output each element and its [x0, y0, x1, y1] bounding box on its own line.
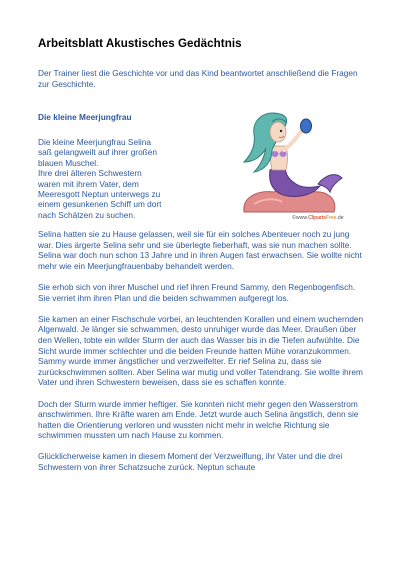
opening-line: einem gesunkenen Schiff um dort	[38, 199, 162, 210]
story-opening	[38, 137, 198, 220]
mermaid-illustration	[224, 100, 354, 220]
story-paragraph: Sie kamen an einer Fischschule vorbei, an leuchtenden Korallen und einem wuchernden Algenwald. Je länger sie schwammen, desto unruhiger wurde das Meer. Draußen über den Wellen, tobte ein wilder Sturm der auch das Wasser bis in die Tiefen aufwühlte. Die Sicht wurde immer schlechter und die beiden Freunde hatten Mühe voranzukommen. Sammy wurde immer ängstlicher und verzweifelter. Er rief Selina zu, dass sie zurückschwimmen sollten. Aber Selina war mutig und voller Tatendrang. Sie wollte ihrem Vater und ihren Schwestern beweisen, dass sie es schaffen konnte.	[38, 313, 364, 388]
credit-prefix: ©www.	[292, 215, 309, 221]
credit-suffix: .de	[336, 215, 344, 221]
credit-site: Cliparts	[308, 215, 326, 221]
mermaid-arm	[284, 130, 302, 150]
shell-top-left	[272, 151, 279, 157]
story-paragraph: Selina hatten sie zu Hause gelassen, weil sie für ein solches Abenteuer noch zu jung war. Dies ärgerte Selina sehr und sie überlegte fieberhaft, was sie nun machen sollte. Selina war doch nun schon 13 Jahre und in ihren Augen fast erwachsen. Sie wollte nicht mehr wie ein Meerjungfrauenbaby behandelt werden.	[38, 229, 362, 271]
opening-line: waren mit ihrem Vater, dem	[38, 178, 139, 189]
story-paragraph: Sie erhob sich von ihrer Muschel und rief ihren Freund Sammy, den Regenbogenfisch. Sie verriet ihm ihren Plan und die beiden schwammen aufgeregt los.	[38, 281, 356, 303]
hand-mirror	[301, 119, 312, 133]
story-paragraph: Doch der Sturm wurde immer heftiger. Sie konnten nicht mehr gegen den Wasserstrom anschwimmen. Ihre Kräfte waren am Ende. Jetzt wurde auch Selina ängstlich, denn sie hatten die Orientierung verloren und wussten nicht mehr in welche Richtung sie schwimmen mussten um nach Hause zu kommen.	[38, 398, 359, 441]
image-credit	[292, 215, 344, 221]
opening-line: blauen Muschel.	[38, 157, 99, 168]
story-body	[38, 229, 365, 483]
shell-top-right	[280, 151, 287, 157]
worksheet-title: Arbeitsblatt Akustisches Gedächtnis	[38, 37, 242, 50]
opening-line: Die kleine Meerjungfrau Selina	[38, 137, 151, 147]
intro-text: Der Trainer liest die Geschichte vor und das Kind beantwortet anschließend die Fragen zur Geschichte.	[38, 68, 358, 89]
story-paragraph: Glücklicherweise kamen in diesem Moment der Verzweiflung, ihr Vater und die drei Schwestern von ihrer Schatzsuche zurück. Neptun schaute	[38, 451, 343, 473]
opening-line: nach Schätzen zu suchen.	[38, 209, 136, 220]
mermaid-eye	[280, 130, 282, 132]
tail-fin	[318, 175, 342, 192]
opening-line: Meeresgott Neptun unterwegs zu	[38, 189, 161, 200]
mermaid-face	[270, 122, 286, 142]
opening-line: saß gelangweilt auf ihrer großen	[38, 147, 157, 158]
story-title: Die kleine Meerjungfrau	[38, 112, 132, 122]
credit-free: Free	[325, 215, 337, 221]
opening-line: Ihre drei älteren Schwestern	[38, 168, 142, 179]
